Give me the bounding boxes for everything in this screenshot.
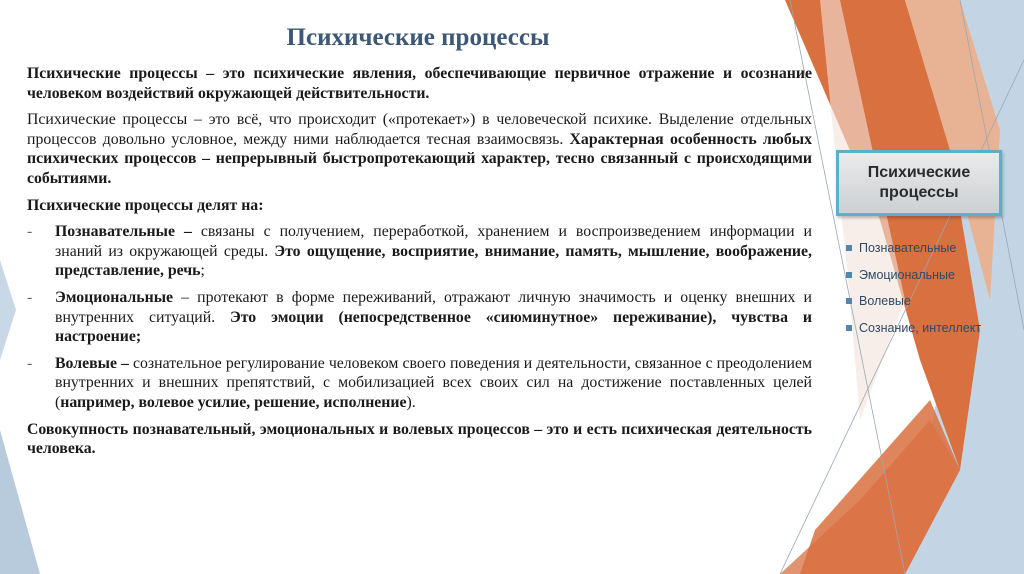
bullet-marker: - xyxy=(27,288,33,306)
bullet-term: Познавательные – xyxy=(55,223,192,241)
sidebar-item-label: Эмоциональные xyxy=(859,267,955,282)
sidebar-item-label: Познавательные xyxy=(859,241,957,255)
paragraph-definition xyxy=(27,64,812,103)
bullet-term: Эмоциональные xyxy=(55,288,174,306)
sidebar-item-consciousness xyxy=(846,318,981,345)
bullet-emphasis: например, волевое усилие, решение, исполнение xyxy=(60,393,407,411)
division-intro-text: Психические процессы делят на: xyxy=(27,196,264,214)
definition-text: Психические процессы – это психические явления, обеспечивающие первичное отражение и осознание человеком воздействий окружающей действительности. xyxy=(27,65,812,102)
sidebar-item-volitional xyxy=(846,291,981,318)
sidebar-title-box xyxy=(836,150,1002,216)
bullet-text: сознательное регулирование человеком своего поведения и деятельности, связанное с преодолением внутренних и внешних препятствий, с мобилизацией всех своих сил на достижение поставленных целей ( xyxy=(55,354,813,411)
bullet-cognitive xyxy=(27,222,812,281)
bullet-volitional xyxy=(27,354,812,413)
paragraph-conclusion xyxy=(27,420,812,459)
paragraph-description xyxy=(27,110,812,188)
description-bold-text: Характерная особенность любых психических процессов – непрерывный быстропротекающий характер, тесно связанный с происходящими событиями. xyxy=(27,130,812,187)
bullet-text: – протекают в форме переживаний, отражают личную значимость и оценку внешних и внутренних ситуаций. xyxy=(55,288,812,326)
bullet-emphasis: Это эмоции (непосредственное «сиюминутное» переживание), чувства и настроение; xyxy=(55,308,812,346)
description-text: Психические процессы – это всё, что происходит («протекает») в человеческой психике. Выделение отдельных процессов довольно условное, между ними наблюдается тесная взаимосвязь. xyxy=(27,111,812,148)
left-blue-shape-top xyxy=(0,260,16,360)
bullet-tail: ). xyxy=(406,393,416,411)
bullet-emphasis: Это ощущение, восприятие, внимание, память, мышление, воображение, представление, речь xyxy=(55,242,812,280)
bullet-term: Волевые – xyxy=(55,354,129,372)
square-bullet-icon xyxy=(846,325,852,331)
bullet-marker: - xyxy=(27,354,33,372)
conclusion-text: Совокупность познавательный, эмоциональных и волевых процессов – это и есть психическая деятельность человека. xyxy=(27,420,812,458)
sidebar-item-emotional xyxy=(846,265,981,292)
bullet-text: связаны с получением, переработкой, хранением и воспроизведением информации и знаний из окружающей среды. xyxy=(55,223,812,260)
slide-title: Психические процессы xyxy=(286,24,550,51)
sidebar-list xyxy=(846,238,981,344)
bullet-emotional xyxy=(27,288,812,347)
bullet-marker: - xyxy=(27,223,33,241)
sidebar-item-label: Сознание, интеллект xyxy=(859,320,982,335)
bullet-tail: ; xyxy=(200,262,205,280)
sidebar-title: Психические процессы xyxy=(867,164,971,201)
paragraph-division-intro xyxy=(27,196,812,216)
square-bullet-icon xyxy=(846,272,852,278)
sidebar-item-label: Волевые xyxy=(859,294,911,308)
slide-content xyxy=(27,64,812,466)
sidebar-item-cognitive xyxy=(846,238,981,265)
square-bullet-icon xyxy=(846,298,852,304)
square-bullet-icon xyxy=(846,245,852,251)
